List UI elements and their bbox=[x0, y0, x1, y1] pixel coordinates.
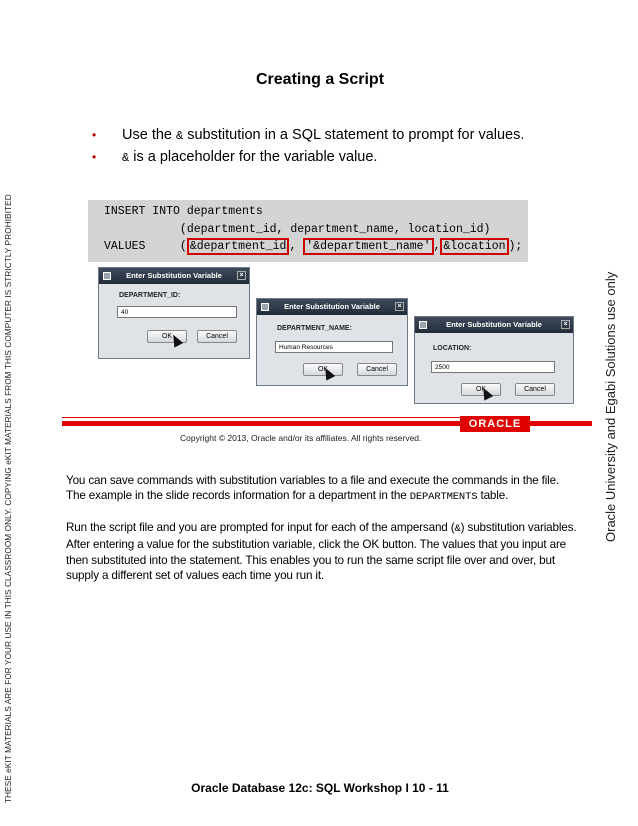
window-icon bbox=[103, 272, 111, 280]
slide-copyright: Copyright © 2013, Oracle and/or its affiliates. All rights reserved. bbox=[180, 433, 422, 443]
highlight-location: &location bbox=[440, 238, 508, 255]
ampersand-code: & bbox=[122, 151, 130, 165]
variable-label: LOCATION: bbox=[433, 345, 472, 352]
close-icon[interactable]: × bbox=[395, 302, 404, 311]
ok-button[interactable]: OK bbox=[147, 330, 187, 343]
ok-button[interactable]: OK bbox=[461, 383, 501, 396]
code-line: (department_id, department_name, location_id) bbox=[104, 222, 491, 236]
substitution-dialog-department-id bbox=[98, 267, 250, 359]
variable-label: DEPARTMENT_ID: bbox=[119, 292, 181, 299]
variable-input[interactable]: 40 bbox=[117, 306, 237, 318]
cancel-button[interactable]: Cancel bbox=[515, 383, 555, 396]
code-line: VALUES ( &department_id , '&department_name' , &location ); bbox=[104, 240, 523, 253]
table-name-code: DEPARTMENTS bbox=[409, 491, 478, 504]
bullet-item: • & is a placeholder for the variable value. bbox=[90, 147, 540, 168]
notes-paragraph: You can save commands with substitution variables to a file and execute the commands in the file. The example in the slide records information for a department in the DEPARTMENTS table. bbox=[66, 474, 560, 504]
oracle-logo: ORACLE bbox=[460, 416, 530, 432]
variable-label: DEPARTMENT_NAME: bbox=[277, 325, 352, 332]
code-line: INSERT INTO departments bbox=[104, 205, 263, 218]
bullet-icon: • bbox=[92, 128, 97, 142]
dialog-titlebar: Enter Substitution Variable × bbox=[99, 268, 249, 284]
dialog-titlebar: Enter Substitution Variable × bbox=[257, 299, 407, 315]
sql-code-block bbox=[88, 200, 528, 262]
bullet-item: • Use the & substitution in a SQL statement to prompt for values. bbox=[90, 125, 540, 146]
highlight-department-name: '&department_name' bbox=[303, 238, 433, 255]
copyright-notice-vertical: THESE eKIT MATERIALS ARE FOR YOUR USE IN THIS CLASSROOM ONLY. COPYING eKIT MATERIALS FROM THIS COMPUTER IS STRICTLY PROHIBITED bbox=[4, 194, 13, 803]
substitution-dialog-location bbox=[414, 316, 574, 404]
close-icon[interactable]: × bbox=[237, 271, 246, 280]
notes-paragraph: Run the script file and you are prompted for input for each of the ampersand (&) substitution variables. After entering a value for the substitution variable, click the OK button. The values that you input are then substituted into the statement. This enables you to run the same script file over and over, but supply a different set of values each time you run it. bbox=[66, 521, 577, 582]
window-icon bbox=[261, 303, 269, 311]
bullet-icon: • bbox=[92, 150, 97, 164]
cancel-button[interactable]: Cancel bbox=[357, 363, 397, 376]
bullet-list bbox=[90, 125, 540, 169]
divider bbox=[62, 417, 462, 418]
page-footer: Oracle Database 12c: SQL Workshop I 10 - 11 bbox=[191, 781, 449, 795]
highlight-department-id: &department_id bbox=[187, 238, 290, 255]
slide-footer-band bbox=[0, 414, 540, 428]
cancel-button[interactable]: Cancel bbox=[197, 330, 237, 343]
ampersand-code: & bbox=[176, 129, 184, 143]
usage-notice-vertical: Oracle University and Egabi Solutions use only bbox=[603, 271, 618, 542]
variable-input[interactable]: 2500 bbox=[431, 361, 555, 373]
slide-title: Creating a Script bbox=[255, 71, 385, 88]
ok-button[interactable]: OK bbox=[303, 363, 343, 376]
variable-input[interactable]: Human Resources bbox=[275, 341, 393, 353]
ampersand-code: & bbox=[454, 523, 461, 535]
window-icon bbox=[419, 321, 427, 329]
close-icon[interactable]: × bbox=[561, 320, 570, 329]
substitution-dialog-department-name bbox=[256, 298, 408, 386]
dialog-titlebar: Enter Substitution Variable × bbox=[415, 317, 573, 333]
